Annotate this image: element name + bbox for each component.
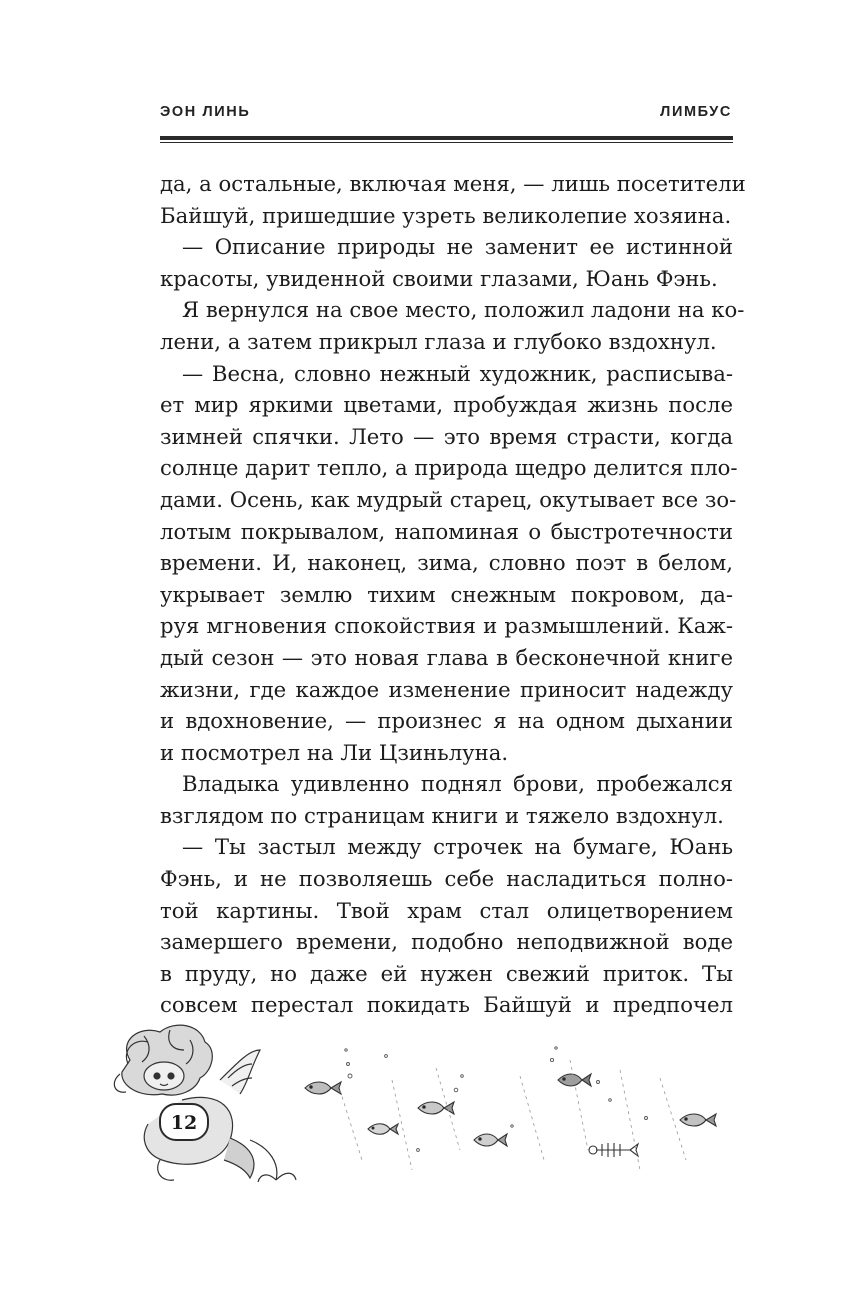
text-line: Владыка удивленно поднял брови, пробежался	[182, 771, 733, 797]
text-line: той картины. Твой храм стал олицетворением	[160, 897, 733, 923]
running-head	[160, 104, 732, 126]
body-text	[160, 168, 746, 1021]
text-line: дый сезон — это новая глава в бесконечной книге	[160, 644, 733, 670]
fish-icon	[680, 1114, 716, 1126]
text-line: взглядом по страницам книги и тяжело вздохнул.	[160, 802, 724, 828]
text-line: лени, а затем прикрыл глаза и глубоко вздохнул.	[160, 328, 717, 354]
text-line: в пруду, но даже ей нужен свежий приток. Ты	[160, 960, 733, 986]
text-line: и вдохновение, — произнес я на одном дыхании	[160, 708, 733, 734]
fish-icon	[474, 1134, 507, 1146]
text-line: жизни, где каждое изменение приносит надежду	[160, 676, 733, 702]
text-line: лотым покрывалом, напоминая о быстротечности	[160, 518, 733, 544]
text-line: времени. И, наконец, зима, словно поэт в белом,	[160, 550, 733, 576]
fish-icon	[558, 1074, 591, 1086]
running-head-title: ЛИМБУС	[660, 104, 732, 120]
running-head-author: ЭОН ЛИНЬ	[160, 104, 251, 120]
text-line: Фэнь, и не позволяешь себе насладиться полно-	[160, 866, 733, 892]
text-line: Я вернулся на свое место, положил ладони на ко-	[182, 297, 745, 323]
text-line: да, а остальные, включая меня, — лишь посетители	[160, 171, 746, 196]
text-line: — Описание природы не заменит ее истинной	[182, 234, 733, 260]
text-line: красоты, увиденной своими глазами, Юань Фэнь.	[160, 265, 718, 291]
text-line: — Ты застыл между строчек на бумаге, Юань	[182, 834, 733, 860]
text-line: дами. Осень, как мудрый старец, окутывает все зо-	[160, 486, 737, 512]
fish-skeleton-icon	[589, 1143, 638, 1157]
bubbles	[345, 1047, 648, 1152]
text-line: Байшуй, пришедшие узреть великолепие хозяина.	[160, 202, 732, 228]
text-line: ет мир яркими цветами, пробуждая жизнь после	[160, 392, 733, 418]
header-rule-thin	[160, 142, 733, 143]
header-rule-thick	[160, 136, 733, 140]
fish-icon	[305, 1082, 341, 1094]
fish-icon	[418, 1102, 454, 1114]
text-line: — Весна, словно нежный художник, расписыва-	[182, 360, 733, 386]
text-line: зимней спячки. Лето — это время страсти, когда	[160, 423, 733, 449]
text-line: и посмотрел на Ли Цзиньлуна.	[160, 739, 509, 765]
text-line: совсем перестал покидать Байшуй и предпочел	[160, 992, 733, 1018]
text-line: руя мгновения спокойствия и размышлений. Каж-	[160, 613, 733, 639]
fish-icon	[368, 1124, 398, 1135]
text-line: солнце дарит тепло, а природа щедро делится пло-	[160, 455, 738, 481]
page-number: 12	[170, 1112, 198, 1134]
text-line: укрывает землю тихим снежным покровом, да-	[160, 581, 733, 607]
fish-school-illustration	[305, 1047, 716, 1170]
text-line: замершего времени, подобно неподвижной воде	[160, 929, 733, 955]
